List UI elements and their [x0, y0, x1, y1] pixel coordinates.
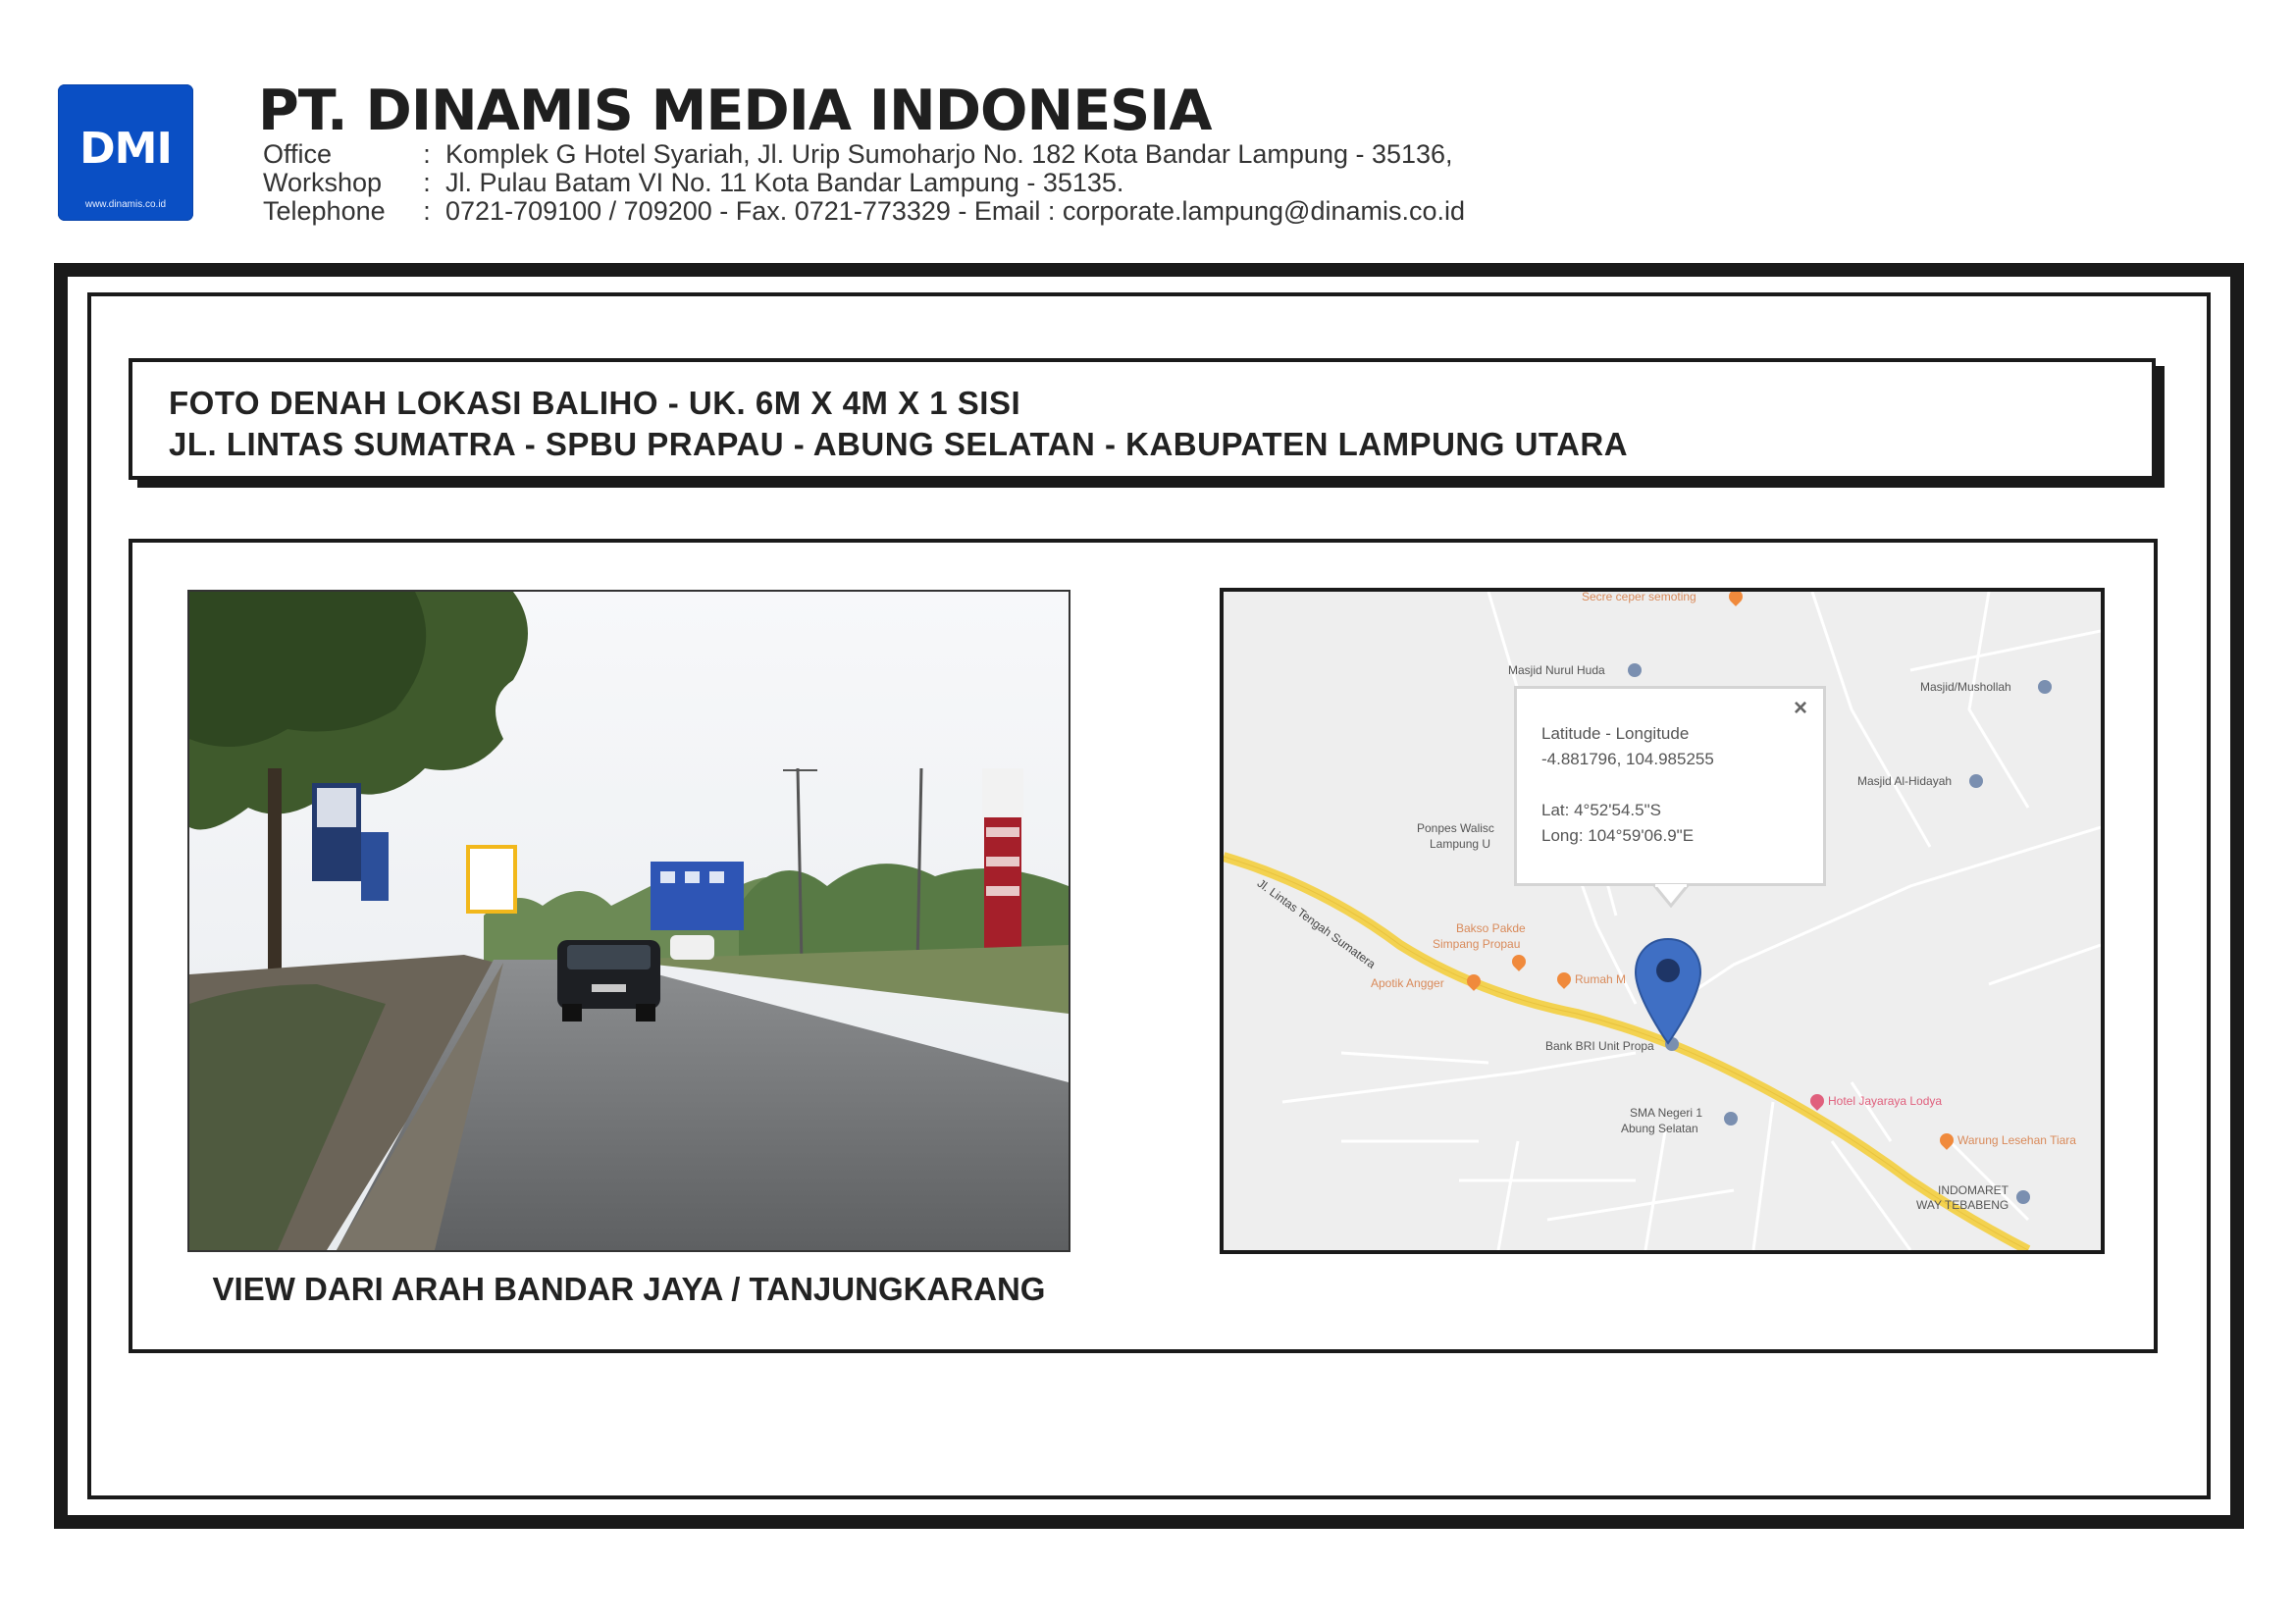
- place-label: WAY TEBABENG: [1916, 1198, 2009, 1212]
- school-pin-icon: [1724, 1112, 1738, 1126]
- company-name: PT. DINAMIS MEDIA INDONESIA: [258, 79, 1212, 143]
- telephone-label: Telephone: [263, 196, 386, 226]
- place-label: Bakso Pakde: [1456, 921, 1526, 935]
- title-line-1: FOTO DENAH LOKASI BALIHO - UK. 6M X 4M X 1 SISI: [169, 385, 1021, 421]
- place-label: Ponpes Walisc: [1417, 821, 1494, 835]
- office-value: Komplek G Hotel Syariah, Jl. Urip Sumoharjo No. 182 Kota Bandar Lampung - 35136,: [445, 139, 1453, 169]
- workshop-value: Jl. Pulau Batam VI No. 11 Kota Bandar Lampung - 35135.: [445, 168, 1124, 197]
- popup-longitude: Long: 104°59'06.9"E: [1541, 826, 1695, 845]
- place-label: Bank BRI Unit Propa: [1545, 1039, 1654, 1053]
- logo-text: DMI: [79, 124, 172, 174]
- title-box: [129, 358, 2156, 480]
- logo-url: www.dinamis.co.id: [84, 199, 167, 210]
- place-label: Simpang Propau: [1433, 937, 1521, 951]
- popup-pointer: [1651, 884, 1691, 908]
- photo-caption: VIEW DARI ARAH BANDAR JAYA / TANJUNGKARANG: [212, 1271, 1046, 1307]
- workshop-colon: :: [423, 168, 431, 197]
- place-label: Abung Selatan: [1621, 1122, 1698, 1135]
- office-colon: :: [423, 139, 431, 169]
- place-label: SMA Negeri 1: [1630, 1106, 1703, 1120]
- place-label: Masjid Al-Hidayah: [1857, 774, 1953, 788]
- workshop-label: Workshop: [263, 168, 383, 197]
- workshop-row: [263, 168, 1123, 198]
- office-label: Office: [263, 139, 333, 169]
- telephone-colon: :: [423, 196, 431, 226]
- location-marker-icon[interactable]: [1634, 937, 1702, 1047]
- place-label: Lampung U: [1430, 837, 1491, 851]
- telephone-row: [263, 196, 1465, 227]
- store-pin-icon: [2016, 1190, 2030, 1204]
- office-row: [263, 139, 1453, 170]
- road-label: Jl. Lintas Tengah Sumatera: [1254, 876, 1379, 971]
- street-photo-image: [189, 592, 1069, 1250]
- location-photo: [187, 590, 1070, 1252]
- mosque-pin-icon: [2038, 680, 2052, 694]
- company-logo: [58, 84, 193, 221]
- place-label: Hotel Jayaraya Lodya: [1828, 1094, 1943, 1108]
- place-label: Rumah M: [1575, 972, 1627, 986]
- title-line-2: JL. LINTAS SUMATRA - SPBU PRAPAU - ABUNG SELATAN - KABUPATEN LAMPUNG UTARA: [169, 426, 1629, 462]
- place-label: Warung Lesehan Tiara: [1957, 1133, 2076, 1147]
- telephone-value: 0721-709100 / 709200 - Fax. 0721-773329 - Email : corporate.lampung@dinamis.co.id: [445, 196, 1466, 226]
- mosque-pin-icon: [1628, 663, 1642, 677]
- popup-latitude: Lat: 4°52'54.5"S: [1541, 801, 1661, 819]
- coordinate-popup: [1514, 686, 1826, 886]
- place-label: Masjid/Mushollah: [1920, 680, 2011, 694]
- mosque-pin-icon: [1969, 774, 1983, 788]
- place-label: Apotik Angger: [1371, 976, 1444, 990]
- location-map[interactable]: [1220, 588, 2105, 1254]
- close-icon[interactable]: ×: [1794, 695, 1808, 721]
- popup-heading: Latitude - Longitude: [1541, 724, 1690, 743]
- place-label: INDOMARET: [1938, 1183, 2009, 1197]
- place-label: Secre ceper semoting: [1582, 590, 1696, 603]
- place-label: Masjid Nurul Huda: [1508, 663, 1605, 677]
- popup-coordinates: -4.881796, 104.985255: [1541, 750, 1714, 768]
